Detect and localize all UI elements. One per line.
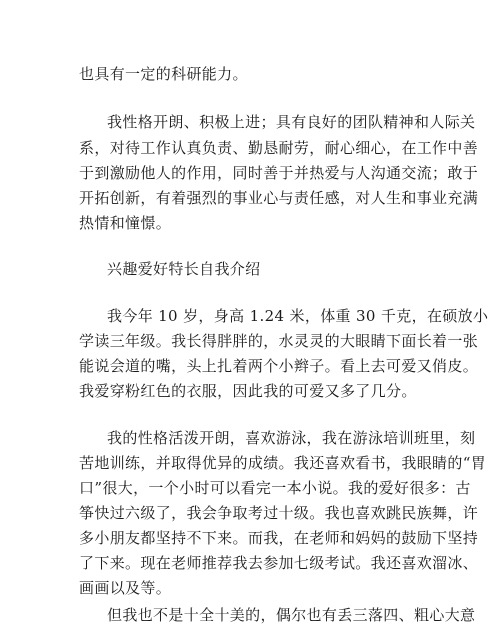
paragraph-2-line-5: 热情和憧憬。 <box>79 214 172 232</box>
paragraph-4-line-5: 多小朋友都坚持不下来。而我，在老师和妈妈的鼓励下坚持 <box>79 529 479 547</box>
paragraph-2-line-2: 系，对待工作认真负责、勤恳耐劳，耐心细心，在工作中善 <box>79 139 479 157</box>
paragraph-2-line-3: 于到激励他人的作用，同时善于并热爱与人沟通交流；敢于 <box>79 164 479 182</box>
paragraph-1-line-1: 也具有一定的科研能力。 <box>79 65 248 83</box>
paragraph-4-line-6: 了下来。现在老师推荐我去参加七级考试。我还喜欢溜冰、 <box>79 554 479 572</box>
section-heading: 兴趣爱好特长自我介绍 <box>107 260 261 278</box>
paragraph-3-line-1: 我今年 10 岁，身高 1.24 米，体重 30 千克，在硕放小 <box>107 307 489 325</box>
paragraph-5-line-1: 但我也不是十全十美的，偶尔也有丢三落四、粗心大意 <box>107 606 476 624</box>
paragraph-4-line-1: 我的性格活泼开朗，喜欢游泳，我在游泳培训班里，刻 <box>107 429 476 447</box>
paragraph-3-line-4: 我爱穿粉红色的衣服，因此我的可爱又多了几分。 <box>79 382 417 400</box>
paragraph-4-line-4: 筝快过六级了，我会争取考过十级。我也喜欢跳民族舞，许 <box>79 504 479 522</box>
paragraph-3-line-2: 学读三年级。我长得胖胖的，水灵灵的大眼睛下面长着一张 <box>79 332 479 350</box>
paragraph-4-line-3: 口”很大，一个小时可以看完一本小说。我的爱好很多：古 <box>79 479 471 497</box>
paragraph-2-line-4: 开拓创新，有着强烈的事业心与责任感，对人生和事业充满 <box>79 189 479 207</box>
paragraph-4-line-2: 苦地训练，并取得优异的成绩。我还喜欢看书，我眼睛的“胃 <box>79 454 487 472</box>
paragraph-4-line-7: 画画以及等。 <box>79 579 172 597</box>
paragraph-2-line-1: 我性格开朗、积极上进；具有良好的团队精神和人际关 <box>107 113 476 131</box>
paragraph-3-line-3: 能说会道的嘴，头上扎着两个小辫子。看上去可爱又俏皮。 <box>79 357 479 375</box>
